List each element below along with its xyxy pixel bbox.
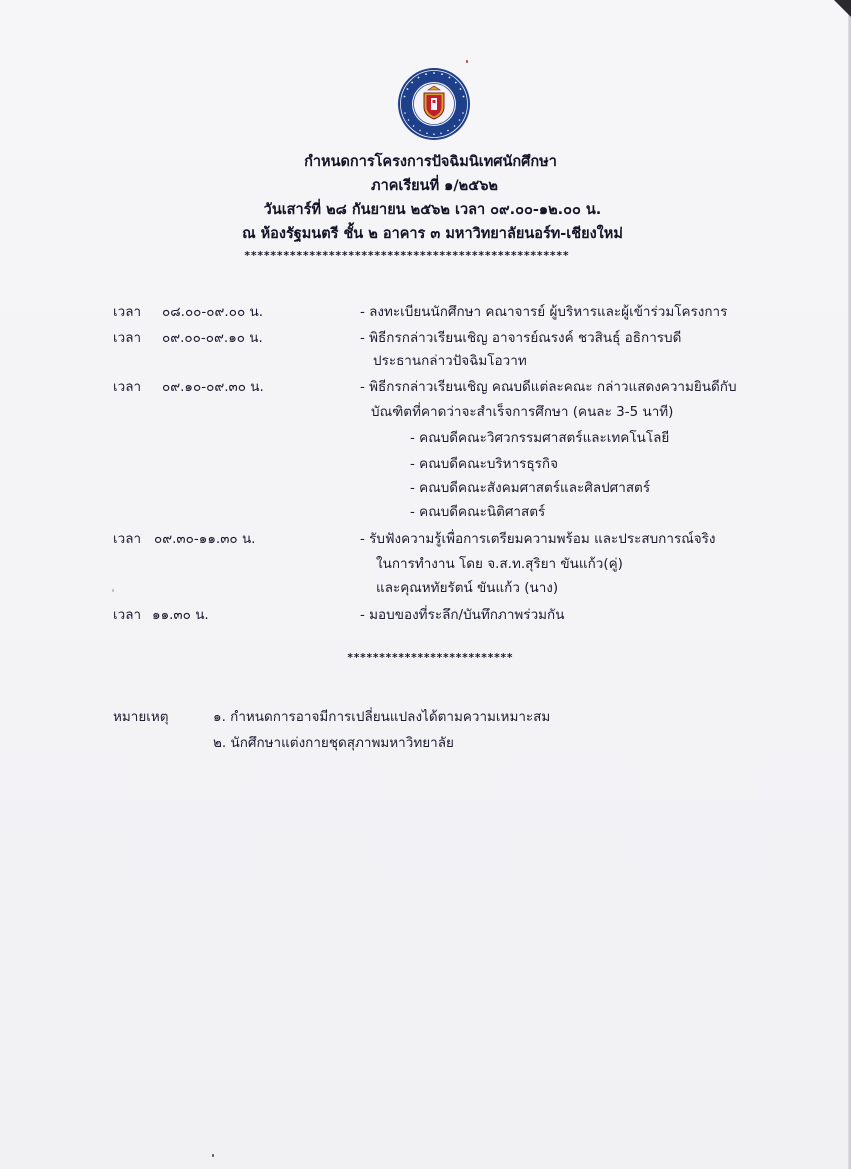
time-label: เวลา bbox=[113, 304, 142, 320]
time-label: เวลา bbox=[113, 531, 142, 547]
time-value: ๐๘.๐๐-๐๙.๐๐ น. bbox=[162, 304, 264, 320]
schedule-description-continued: ประธานกล่าวปัจฉิมโอวาท bbox=[373, 353, 527, 369]
schedule-row bbox=[0, 604, 851, 626]
header-divider: ************************************************** bbox=[244, 249, 570, 262]
note-item: ๑. กำหนดการอาจมีการเปลี่ยนแปลงได้ตามความเหมาะสม bbox=[213, 709, 551, 725]
schedule-description-continued: และคุณหทัยรัตน์ ขันแก้ว (นาง) bbox=[376, 580, 559, 596]
schedule-description: - พิธีกรกล่าวเรียนเชิญ คณบดีแต่ละคณะ กล่าวแสดงความยินดีกับ bbox=[360, 379, 737, 395]
university-seal-logo bbox=[397, 67, 471, 141]
dean-list-item: - คณบดีคณะวิศวกรรมศาสตร์และเทคโนโลยี bbox=[410, 430, 670, 446]
schedule-description: - ลงทะเบียนนักศึกษา คณาจารย์ ผู้บริหารและผู้เข้าร่วมโครงการ bbox=[360, 304, 728, 320]
schedule-description: - มอบของที่ระลึก/บันทึกภาพร่วมกัน bbox=[360, 607, 565, 623]
header-title: กำหนดการโครงการปัจฉิมนิเทศนักศึกษา bbox=[304, 154, 557, 170]
schedule-description-continued: บัณฑิตที่คาดว่าจะสำเร็จการศึกษา (คนละ 3-5 นาที) bbox=[371, 404, 674, 420]
header-semester: ภาคเรียนที่ ๑/๒๕๖๒ bbox=[371, 178, 498, 194]
time-value: ๑๑.๓๐ น. bbox=[152, 607, 209, 623]
dean-list-item: - คณบดีคณะสังคมศาสตร์และศิลปศาสตร์ bbox=[410, 480, 651, 496]
time-label: เวลา bbox=[113, 379, 142, 395]
schedule-description-continued: ในการทำงาน โดย จ.ส.ท.สุริยา ขันแก้ว(คู่) bbox=[376, 556, 623, 572]
notes-label: หมายเหตุ bbox=[113, 709, 169, 725]
schedule-row bbox=[0, 528, 851, 598]
header-date-time: วันเสาร์ที่ ๒๘ กันยายน ๒๕๖๒ เวลา ๐๙.๐๐-๑๒.๐๐ น. bbox=[263, 202, 602, 218]
time-label: เวลา bbox=[113, 330, 142, 346]
time-value: ๐๙.๐๐-๐๙.๑๐ น. bbox=[162, 330, 263, 346]
time-value: ๐๙.๓๐-๑๑.๓๐ น. bbox=[154, 531, 256, 547]
schedule-row bbox=[0, 327, 851, 373]
notes-section bbox=[0, 706, 851, 756]
section-divider: ************************** bbox=[347, 652, 513, 664]
schedule-description: - รับฟังความรู้เพื่อการเตรียมความพร้อม และประสบการณ์จริง bbox=[360, 531, 716, 547]
time-label: เวลา bbox=[113, 607, 142, 623]
dean-list-item: - คณบดีคณะบริหารธุรกิจ bbox=[410, 456, 558, 472]
schedule-row bbox=[0, 376, 851, 526]
schedule-row bbox=[0, 301, 851, 323]
header-venue: ณ ห้องรัฐมนตรี ชั้น ๒ อาคาร ๓ มหาวิทยาลัยนอร์ท-เชียงใหม่ bbox=[242, 226, 623, 242]
scan-speck bbox=[112, 589, 114, 592]
schedule-description: - พิธีกรกล่าวเรียนเชิญ อาจารย์ณรงค์ ชวสินธุ์ อธิการบดี bbox=[360, 330, 682, 346]
document-header bbox=[0, 150, 851, 246]
note-item: ๒. นักศึกษาแต่งกายชุดสุภาพมหาวิทยาลัย bbox=[213, 735, 454, 751]
scan-speck bbox=[212, 1154, 214, 1157]
scan-corner bbox=[827, 0, 851, 18]
scan-speck bbox=[466, 60, 468, 63]
time-value: ๐๙.๑๐-๐๙.๓๐ น. bbox=[162, 379, 264, 395]
dean-list-item: - คณบดีคณะนิติศาสตร์ bbox=[410, 504, 546, 520]
